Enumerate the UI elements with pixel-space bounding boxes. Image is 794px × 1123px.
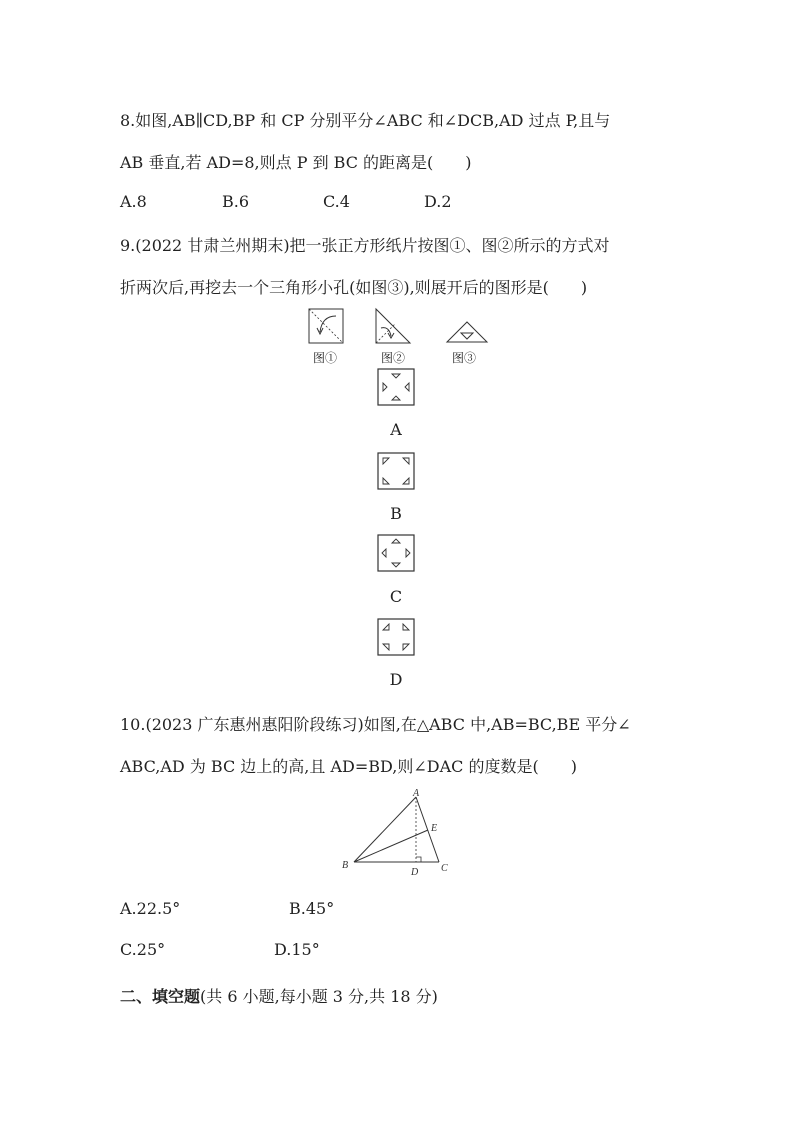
q8-text-line1: 8.如图,AB∥CD,BP 和 CP 分别平分∠ABC 和∠DCB,AD 过点 P,且与 xyxy=(120,111,611,130)
vertex-label-e: E xyxy=(431,823,438,834)
fold-figure-3 xyxy=(444,318,490,346)
q10-option-c: C.25° xyxy=(120,940,166,959)
q10-text-line2: ABC,AD 为 BC 边上的高,且 AD=BD,则∠DAC 的度数是( ) xyxy=(120,757,577,776)
triangle-figure xyxy=(338,786,458,878)
fold-figure-1-caption: 图① xyxy=(313,351,338,365)
vertex-label-d: D xyxy=(411,867,419,878)
fold-figure-2 xyxy=(373,306,415,346)
q8-option-a: A.8 xyxy=(120,192,147,211)
vertex-label-a: A xyxy=(413,788,420,799)
answer-d-figure xyxy=(376,617,416,657)
answer-b-label: B xyxy=(390,504,402,523)
fold-figure-2-caption: 图② xyxy=(381,351,406,365)
section-title: 二、填空题 xyxy=(120,987,201,1006)
section-detail: (共 6 小题,每小题 3 分,共 18 分) xyxy=(200,987,438,1006)
q8-text-line2: AB 垂直,若 AD=8,则点 P 到 BC 的距离是( ) xyxy=(120,153,472,172)
fold-figure-3-caption: 图③ xyxy=(452,351,477,365)
fold-figure-1 xyxy=(306,306,346,346)
q10-text-line1: 10.(2023 广东惠州惠阳阶段练习)如图,在△ABC 中,AB=BC,BE 平分∠ xyxy=(120,715,631,734)
q9-text-line1: 9.(2022 甘肃兰州期末)把一张正方形纸片按图①、图②所示的方式对 xyxy=(120,236,610,255)
vertex-label-b: B xyxy=(342,860,349,871)
q10-option-b: B.45° xyxy=(289,899,335,918)
q8-option-c: C.4 xyxy=(323,192,350,211)
q10-option-a: A.22.5° xyxy=(120,899,181,918)
q8-option-b: B.6 xyxy=(222,192,250,211)
answer-c-figure xyxy=(376,533,416,573)
answer-a-figure xyxy=(376,367,416,407)
q8-option-d: D.2 xyxy=(424,192,452,211)
section-heading xyxy=(120,984,438,1007)
vertex-label-c: C xyxy=(441,863,448,874)
answer-a-label: A xyxy=(390,420,402,439)
answer-d-label: D xyxy=(389,670,403,689)
answer-b-figure xyxy=(376,451,416,491)
q9-text-line2: 折两次后,再挖去一个三角形小孔(如图③),则展开后的图形是( ) xyxy=(120,278,588,297)
q10-option-d: D.15° xyxy=(274,940,320,959)
answer-c-label: C xyxy=(389,587,403,606)
